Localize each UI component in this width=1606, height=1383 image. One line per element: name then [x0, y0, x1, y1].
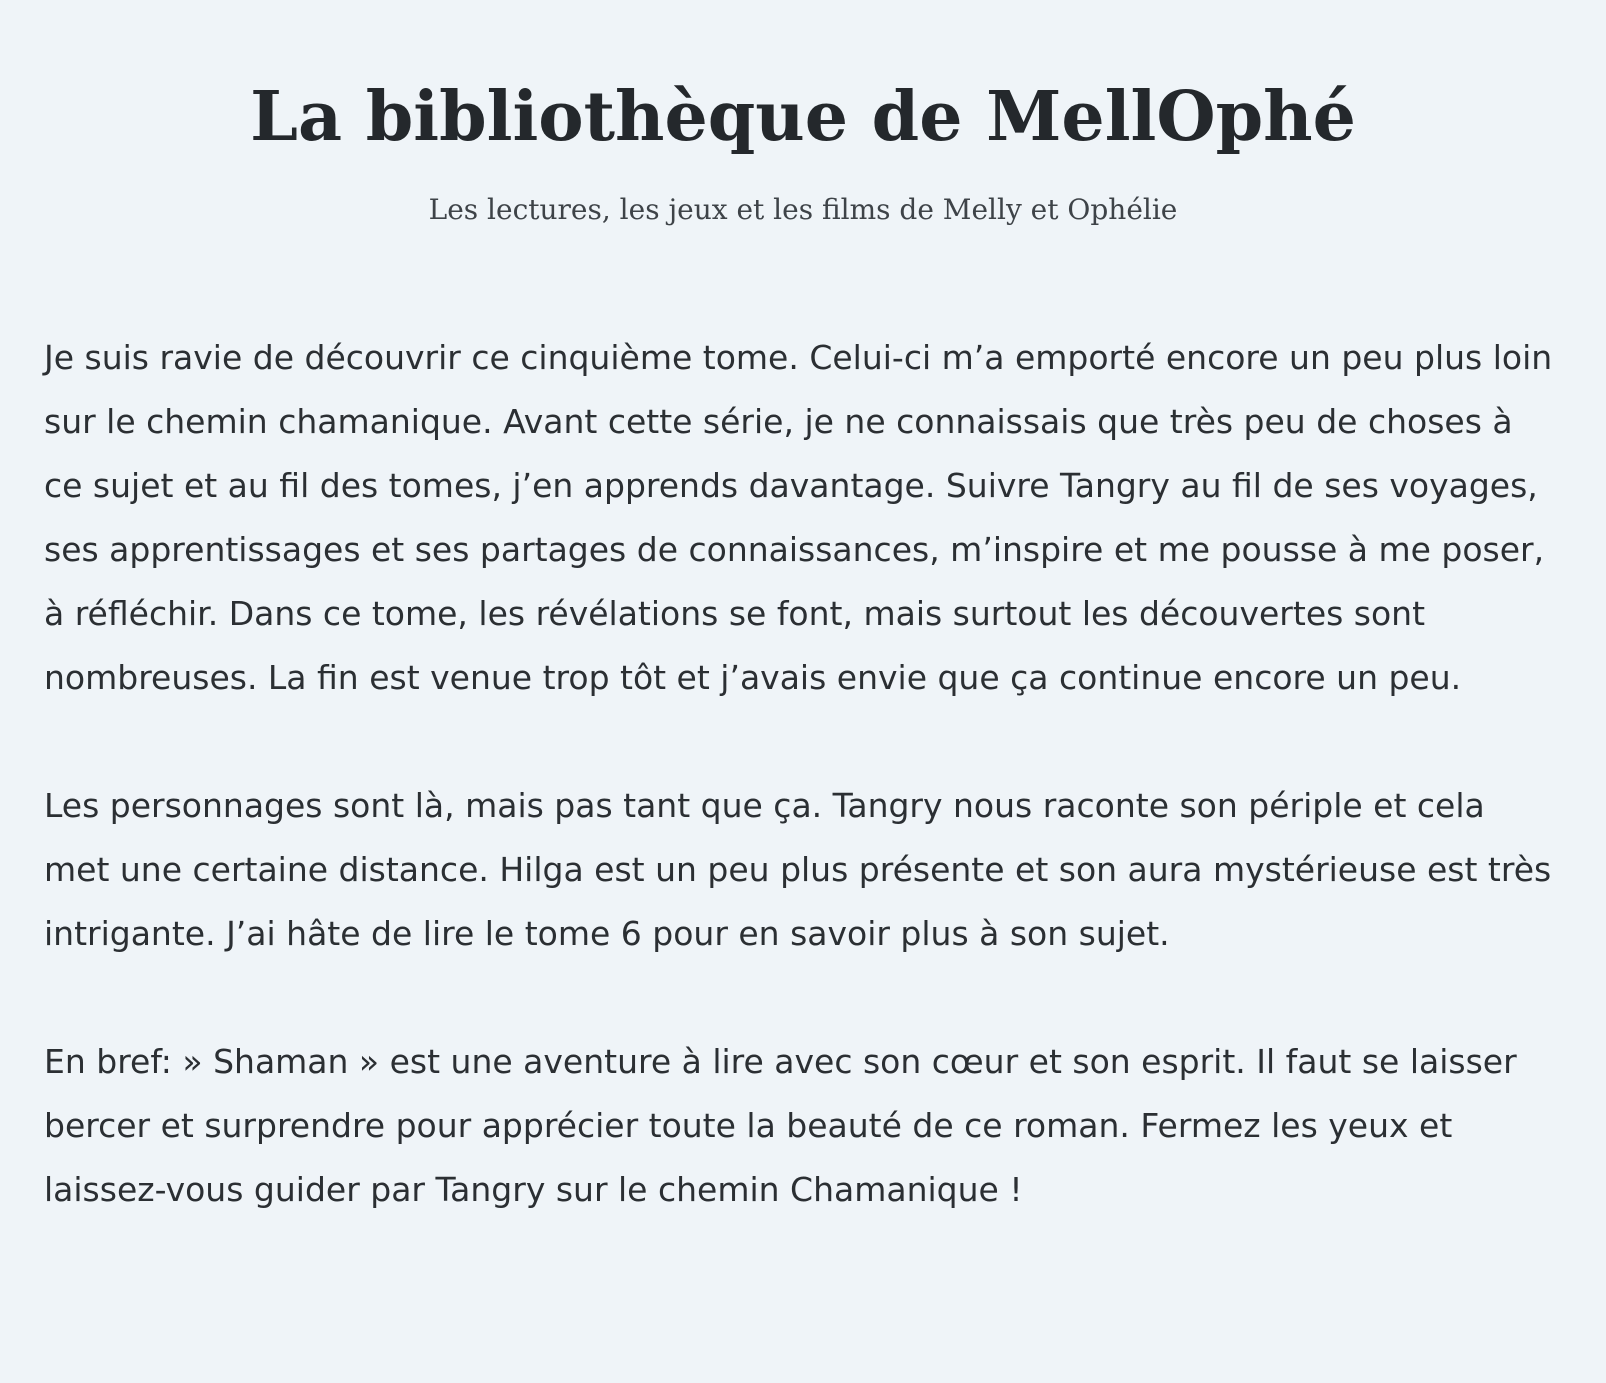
site-tagline: Les lectures, les jeux et les films de Melly et Ophélie [428, 193, 1178, 226]
article-paragraph: Je suis ravie de découvrir ce cinquième tome. Celui-ci m’a emporté encore un peu plus loin sur le chemin chamanique. Avant cette série, je ne connaissais que très peu de choses à ce sujet et au fil des tomes, j’en apprends davantage. Suivre Tangry au fil de ses voyages, ses apprentissages et ses partages de connaissances, m’inspire et me pousse à me poser, à réfléchir. Dans ce tome, les révélations se font, mais surtout les découvertes sont nombreuses. La fin est venue trop tôt et j’avais envie que ça continue encore un peu. [44, 338, 1553, 697]
article-paragraph: Les personnages sont là, mais pas tant que ça. Tangry nous raconte son périple et cela met une certaine distance. Hilga est un peu plus présente et son aura mystérieuse est très intrigante. J’ai hâte de lire le tome 6 pour en savoir plus à son sujet. [44, 786, 1552, 953]
article-content [44, 326, 1560, 1222]
site-title[interactable]: La bibliothèque de MellOphé [250, 77, 1356, 157]
article-paragraph: En bref: » Shaman » est une aventure à lire avec son cœur et son esprit. Il faut se laisser bercer et surprendre pour apprécier toute la beauté de ce roman. Fermez les yeux et laissez-vous guider par Tangry sur le chemin Chamanique ! [44, 1042, 1517, 1209]
